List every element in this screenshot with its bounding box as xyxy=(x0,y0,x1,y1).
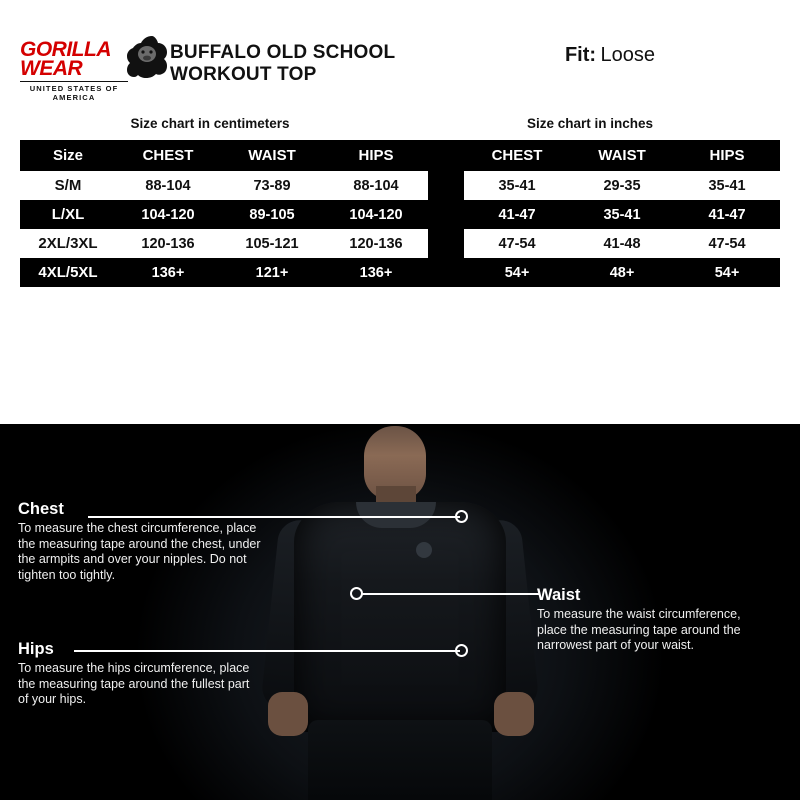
callout-chest xyxy=(18,500,270,583)
table-row xyxy=(20,200,780,229)
cell-size: 4XL/5XL xyxy=(20,258,116,287)
measurement-photo-panel xyxy=(0,424,800,800)
callout-waist xyxy=(537,586,769,654)
column-header-cm-chest: CHEST xyxy=(116,140,220,171)
cell-in-waist: 29-35 xyxy=(570,171,674,200)
subtitle-inches: Size chart in inches xyxy=(526,116,654,131)
model-photo xyxy=(268,424,532,800)
model-shirt xyxy=(294,502,506,732)
cell-spacer xyxy=(428,229,464,258)
callout-chest-title: Chest xyxy=(18,500,64,518)
callout-hips-description: To measure the hips circumference, place the measuring tape around the fullest part of your hips. xyxy=(18,661,250,706)
callout-hips-title: Hips xyxy=(18,640,54,658)
waist-leader-line xyxy=(362,593,540,595)
cell-cm-waist: 121+ xyxy=(220,258,324,287)
cell-cm-waist: 105-121 xyxy=(220,229,324,258)
cell-in-waist: 48+ xyxy=(570,258,674,287)
cell-cm-hips: 88-104 xyxy=(324,171,428,200)
page-header xyxy=(0,0,800,108)
cell-cm-chest: 104-120 xyxy=(116,200,220,229)
cell-in-hips: 54+ xyxy=(674,258,780,287)
column-spacer xyxy=(428,140,464,171)
model-pants xyxy=(308,720,492,800)
callout-waist-description: To measure the waist circumference, place the measuring tape around the narrowest part of your waist. xyxy=(537,607,741,652)
model-hand-right xyxy=(494,692,534,736)
shirt-logo-icon xyxy=(416,542,432,558)
table-row xyxy=(20,229,780,258)
brand-tagline: UNITED STATES OF AMERICA xyxy=(20,81,128,102)
cell-size: L/XL xyxy=(20,200,116,229)
cell-cm-waist: 73-89 xyxy=(220,171,324,200)
cell-in-waist: 41-48 xyxy=(570,229,674,258)
cell-in-hips: 41-47 xyxy=(674,200,780,229)
cell-cm-chest: 120-136 xyxy=(116,229,220,258)
brand-logo xyxy=(20,40,170,102)
subtitle-centimeters: Size chart in centimeters xyxy=(130,116,290,131)
cell-in-chest: 47-54 xyxy=(464,229,570,258)
table-row xyxy=(20,258,780,287)
cell-in-chest: 41-47 xyxy=(464,200,570,229)
column-header-size: Size xyxy=(20,140,116,171)
brand-name-line1: GORILLA xyxy=(20,38,111,61)
cell-in-chest: 35-41 xyxy=(464,171,570,200)
callout-hips xyxy=(18,640,250,708)
gorilla-icon xyxy=(122,34,168,83)
callout-chest-description: To measure the chest circumference, place the measuring tape around the chest, under the armpits and over your nipples. Do not tighten too tightly. xyxy=(18,521,261,582)
column-header-in-chest: CHEST xyxy=(464,140,570,171)
column-header-cm-waist: WAIST xyxy=(220,140,324,171)
page-title: BUFFALO OLD SCHOOL WORKOUT TOP xyxy=(170,42,395,85)
table-row xyxy=(20,171,780,200)
column-header-in-waist: WAIST xyxy=(570,140,674,171)
cell-in-hips: 35-41 xyxy=(674,171,780,200)
chest-marker-dot xyxy=(455,510,468,523)
cell-spacer xyxy=(428,200,464,229)
cell-spacer xyxy=(428,258,464,287)
cell-spacer xyxy=(428,171,464,200)
cell-cm-chest: 136+ xyxy=(116,258,220,287)
table-header-row xyxy=(20,140,780,171)
fit-value: Loose xyxy=(600,44,656,66)
cell-in-chest: 54+ xyxy=(464,258,570,287)
cell-cm-chest: 88-104 xyxy=(116,171,220,200)
cell-cm-hips: 120-136 xyxy=(324,229,428,258)
callout-waist-title: Waist xyxy=(537,586,581,604)
fit-label: Fit: xyxy=(564,44,597,66)
cell-cm-hips: 136+ xyxy=(324,258,428,287)
brand-name-line2: WEAR xyxy=(20,57,83,80)
size-chart-table xyxy=(20,140,780,287)
fit-info xyxy=(470,40,780,67)
cell-in-hips: 47-54 xyxy=(674,229,780,258)
cell-in-waist: 35-41 xyxy=(570,200,674,229)
waist-marker-dot xyxy=(350,587,363,600)
column-header-in-hips: HIPS xyxy=(674,140,780,171)
cell-size: S/M xyxy=(20,171,116,200)
column-header-cm-hips: HIPS xyxy=(324,140,428,171)
hips-marker-dot xyxy=(455,644,468,657)
cell-cm-hips: 104-120 xyxy=(324,200,428,229)
model-hand-left xyxy=(268,692,308,736)
chart-subtitles xyxy=(0,116,800,131)
cell-cm-waist: 89-105 xyxy=(220,200,324,229)
cell-size: 2XL/3XL xyxy=(20,229,116,258)
